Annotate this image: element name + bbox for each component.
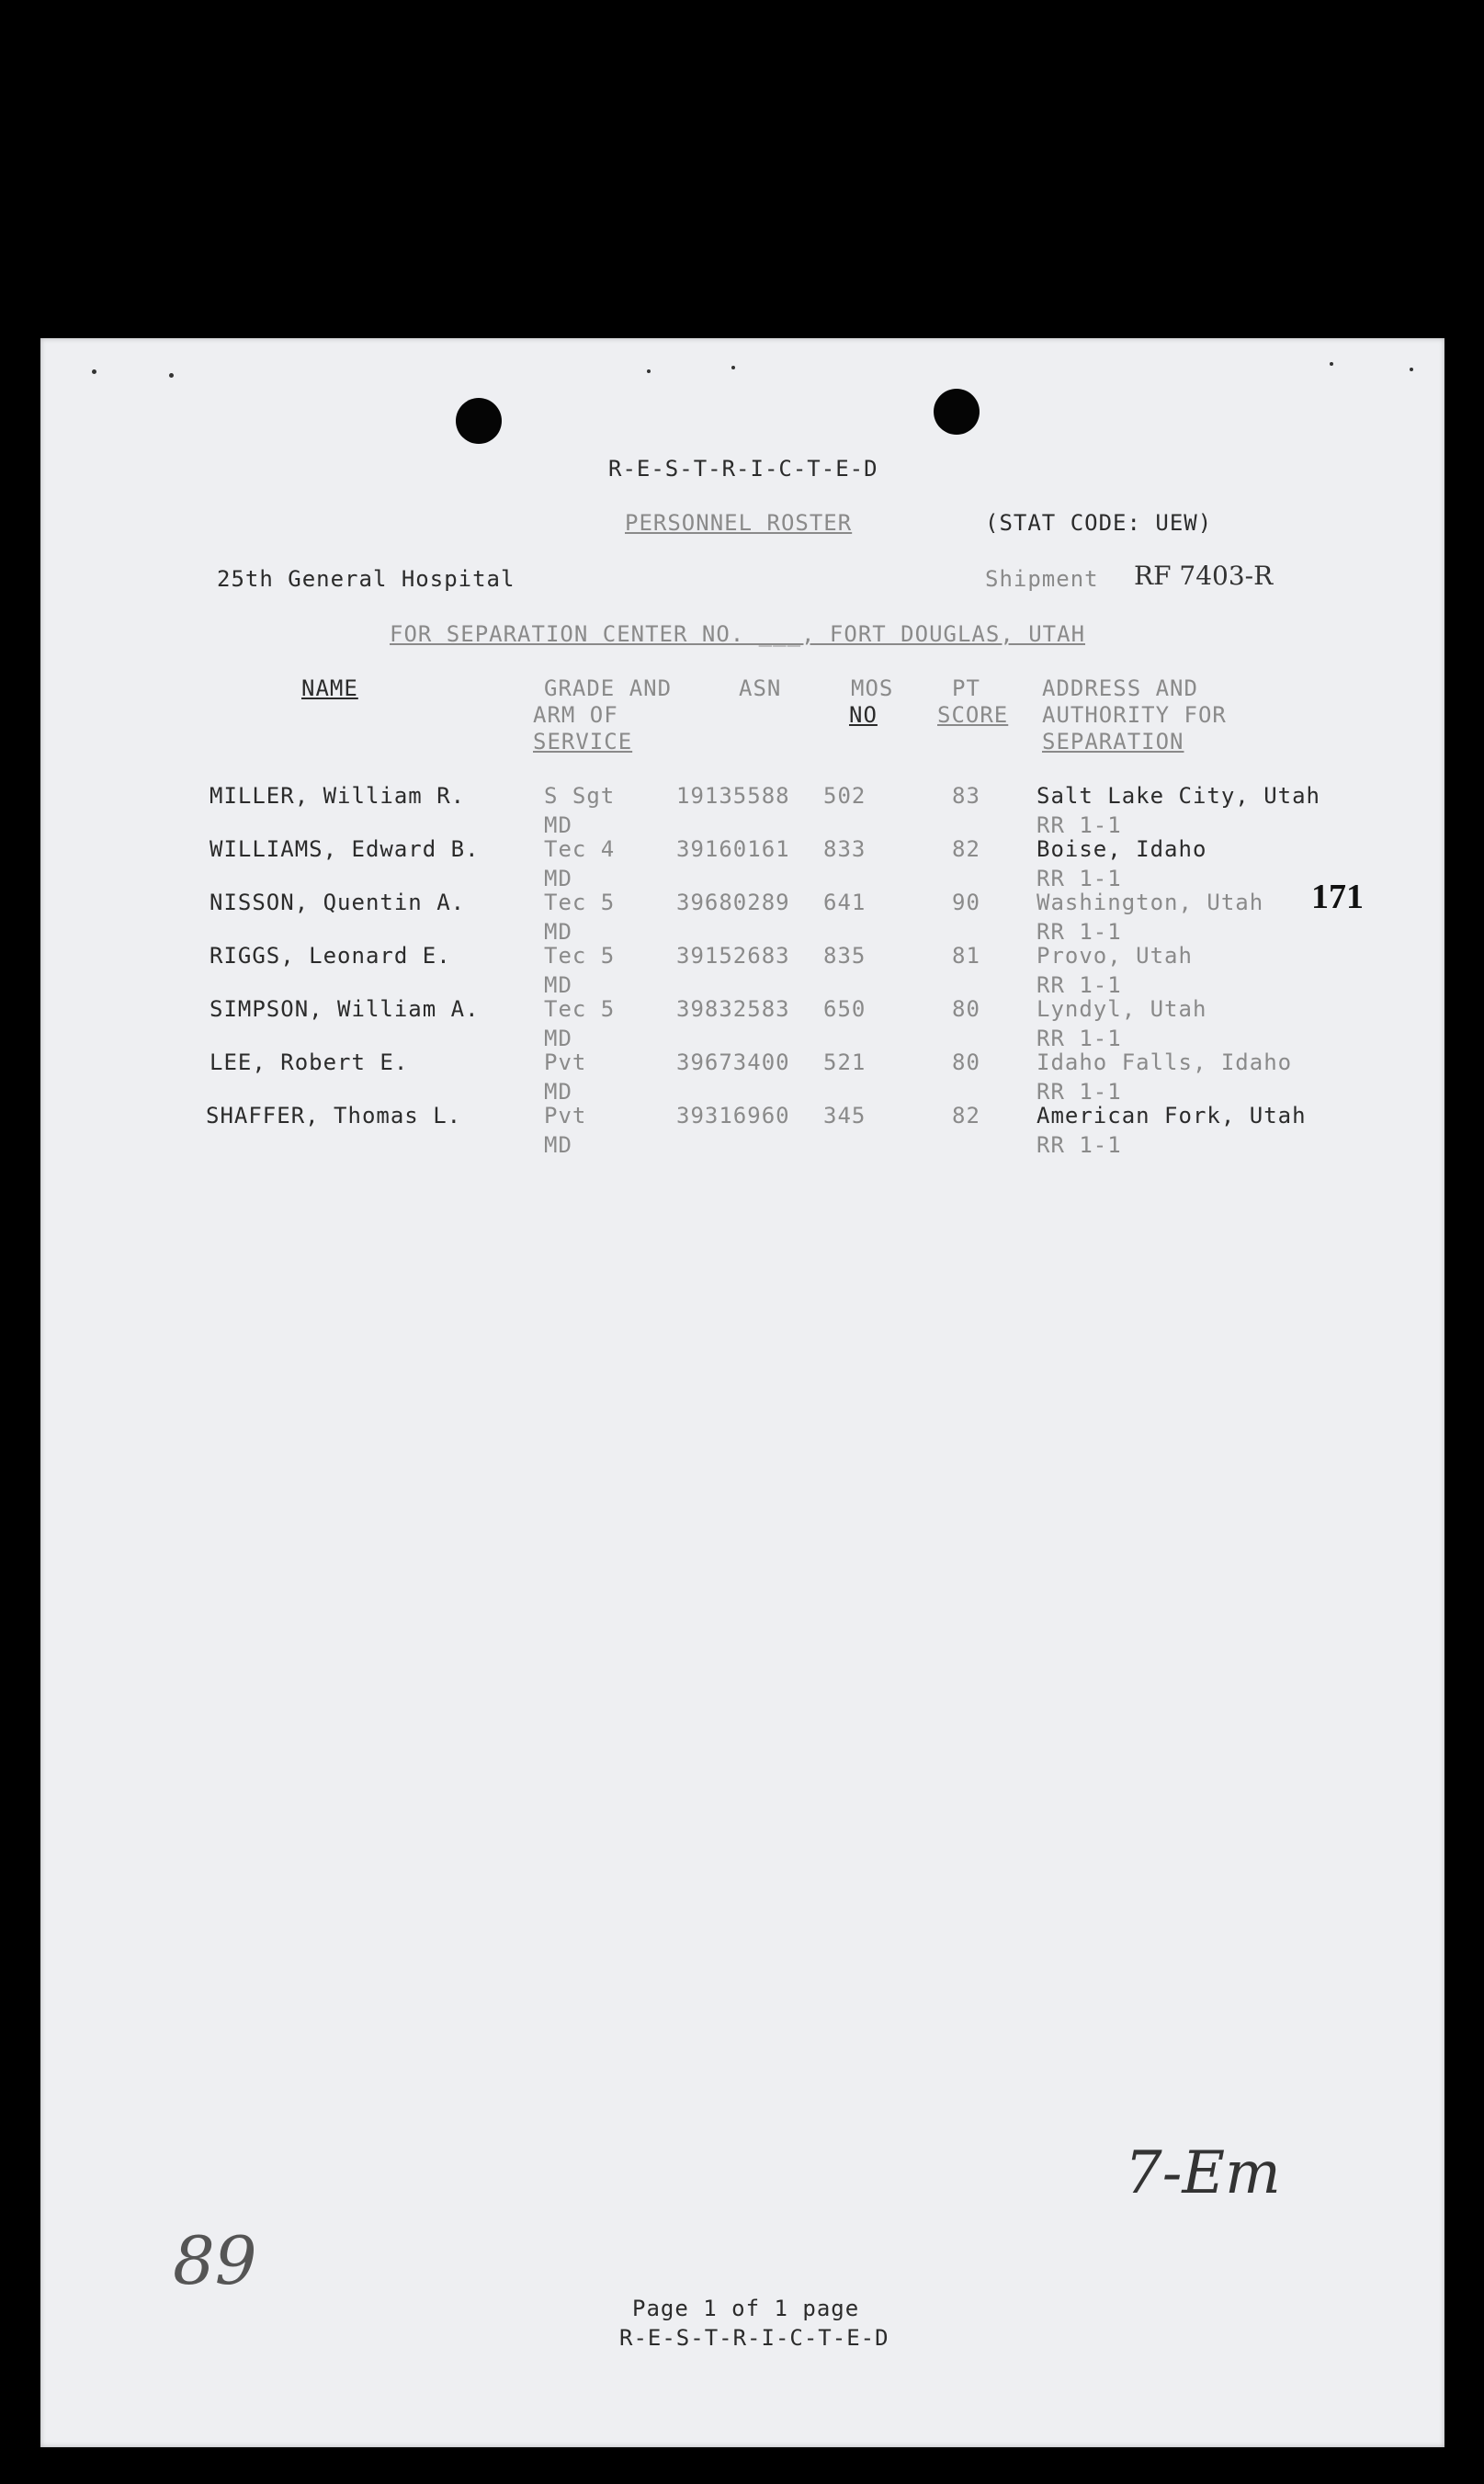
row-grade: Pvt	[544, 1103, 587, 1129]
row-asn: 39673400	[676, 1049, 790, 1075]
row-name: SIMPSON, William A.	[210, 996, 480, 1022]
row-mos: 345	[823, 1103, 867, 1129]
paper-speck	[92, 369, 96, 374]
col-mos-line2: NO	[849, 702, 878, 728]
row-name: RIGGS, Leonard E.	[210, 943, 451, 969]
row-arm: MD	[544, 1026, 572, 1051]
row-arm: MD	[544, 1132, 572, 1158]
row-score: 81	[952, 943, 980, 969]
purpose-line: FOR SEPARATION CENTER NO. ___, FORT DOUGLAS, UTAH	[390, 621, 1086, 647]
row-score: 82	[952, 836, 980, 862]
row-score: 83	[952, 783, 980, 809]
document-title: PERSONNEL ROSTER	[625, 510, 853, 536]
row-asn: 39316960	[676, 1103, 790, 1129]
row-mos: 650	[823, 996, 867, 1022]
row-mos: 835	[823, 943, 867, 969]
roster-page	[40, 338, 1444, 2447]
row-grade: S Sgt	[544, 783, 616, 809]
row-auth: RR 1-1	[1037, 919, 1122, 945]
row-auth: RR 1-1	[1037, 972, 1122, 998]
col-mos-line1: MOS	[851, 675, 894, 701]
paper-speck	[1410, 368, 1413, 371]
shipment-number: RF 7403-R	[1134, 561, 1274, 591]
row-city: Provo, Utah	[1037, 943, 1193, 969]
handwritten-initials: 7-Em	[1125, 2139, 1281, 2207]
footer-restricted: R-E-S-T-R-I-C-T-E-D	[619, 2325, 889, 2351]
row-arm: MD	[544, 812, 572, 838]
row-name: SHAFFER, Thomas L.	[206, 1103, 462, 1129]
row-auth: RR 1-1	[1037, 812, 1122, 838]
row-arm: MD	[544, 1079, 572, 1105]
row-grade: Tec 5	[544, 996, 616, 1022]
col-grade-line3: SERVICE	[533, 729, 633, 754]
col-score-line2: SCORE	[937, 702, 1009, 728]
row-city: Salt Lake City, Utah	[1037, 783, 1320, 809]
row-score: 82	[952, 1103, 980, 1129]
footer-page: Page 1 of 1 page	[632, 2296, 860, 2321]
row-city: Idaho Falls, Idaho	[1037, 1049, 1293, 1075]
row-city: Washington, Utah	[1037, 890, 1264, 915]
row-grade: Pvt	[544, 1049, 587, 1075]
row-grade: Tec 5	[544, 943, 616, 969]
row-name: MILLER, William R.	[210, 783, 466, 809]
row-mos: 641	[823, 890, 867, 915]
row-name: WILLIAMS, Edward B.	[210, 836, 480, 862]
row-mos: 833	[823, 836, 867, 862]
punch-hole-right	[934, 389, 980, 435]
handwritten-number: 89	[173, 2222, 257, 2299]
col-name: NAME	[301, 675, 358, 701]
row-mos: 502	[823, 783, 867, 809]
row-city: Lyndyl, Utah	[1037, 996, 1207, 1022]
col-score-line1: PT	[952, 675, 980, 701]
shipment-label: Shipment	[985, 566, 1099, 592]
row-arm: MD	[544, 919, 572, 945]
row-grade: Tec 4	[544, 836, 616, 862]
row-auth: RR 1-1	[1037, 866, 1122, 891]
col-address-line3: SEPARATION	[1042, 729, 1184, 754]
header-restricted: R-E-S-T-R-I-C-T-E-D	[608, 456, 878, 482]
row-auth: RR 1-1	[1037, 1132, 1122, 1158]
col-asn: ASN	[739, 675, 782, 701]
row-auth: RR 1-1	[1037, 1079, 1122, 1105]
row-score: 80	[952, 996, 980, 1022]
row-score: 90	[952, 890, 980, 915]
row-arm: MD	[544, 866, 572, 891]
row-name: LEE, Robert E.	[210, 1049, 409, 1075]
row-asn: 19135588	[676, 783, 790, 809]
unit-name: 25th General Hospital	[217, 566, 515, 592]
row-name: NISSON, Quentin A.	[210, 890, 466, 915]
paper-speck	[169, 373, 174, 378]
paper-speck	[1330, 362, 1333, 366]
col-grade-line2: ARM OF	[533, 702, 618, 728]
row-asn: 39152683	[676, 943, 790, 969]
row-score: 80	[952, 1049, 980, 1075]
row-city: Boise, Idaho	[1037, 836, 1207, 862]
paper-speck	[731, 366, 735, 369]
row-city: American Fork, Utah	[1037, 1103, 1307, 1129]
paper-speck	[647, 369, 651, 373]
row-asn: 39680289	[676, 890, 790, 915]
stat-code: (STAT CODE: UEW)	[985, 510, 1213, 536]
page-stamp: 171	[1311, 878, 1364, 916]
col-grade-line1: GRADE AND	[544, 675, 673, 701]
row-arm: MD	[544, 972, 572, 998]
col-address-line1: ADDRESS AND	[1042, 675, 1198, 701]
row-mos: 521	[823, 1049, 867, 1075]
col-address-line2: AUTHORITY FOR	[1042, 702, 1227, 728]
row-auth: RR 1-1	[1037, 1026, 1122, 1051]
row-asn: 39832583	[676, 996, 790, 1022]
row-asn: 39160161	[676, 836, 790, 862]
row-grade: Tec 5	[544, 890, 616, 915]
punch-hole-left	[456, 398, 502, 444]
